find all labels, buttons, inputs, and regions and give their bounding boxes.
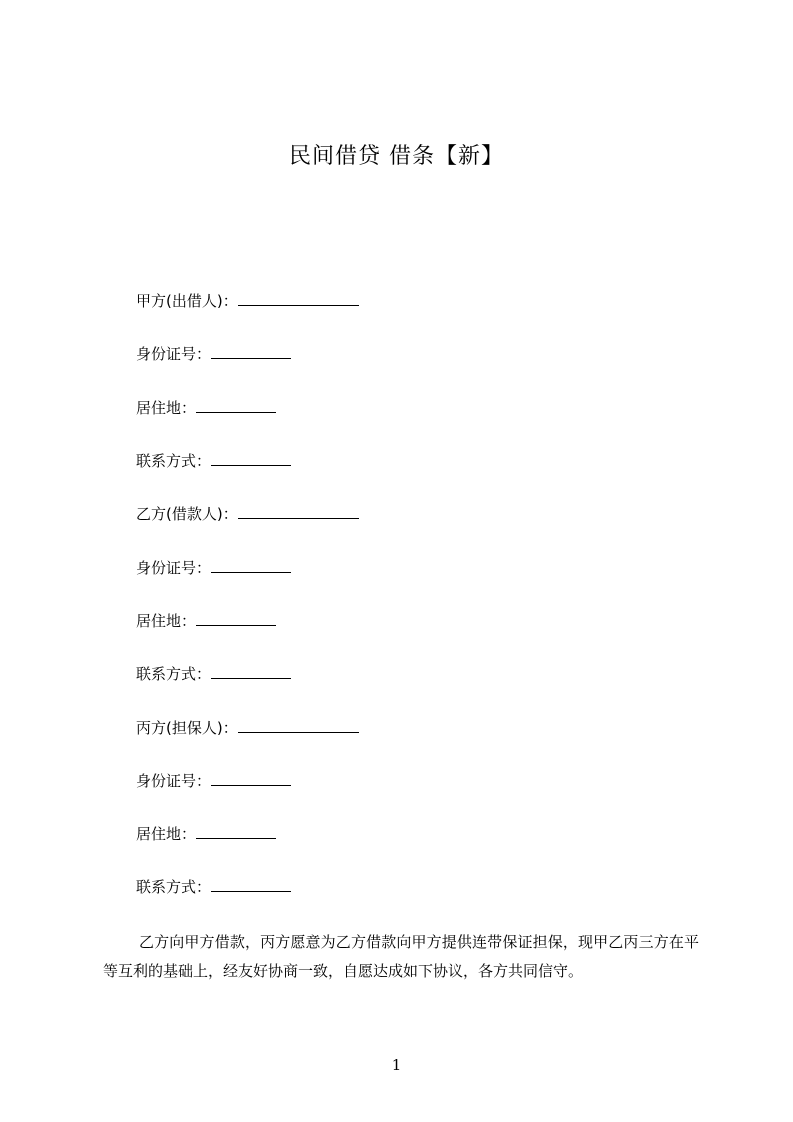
party-a-contact-field (136, 449, 291, 473)
page-number: 1 (391, 1056, 402, 1074)
party-b-name-blank (238, 502, 359, 519)
party-b-address-label: 居住地： (136, 612, 197, 630)
party-c-name-field (136, 716, 359, 740)
party-b-id-blank (211, 556, 291, 573)
party-c-id-field (136, 769, 291, 793)
party-b-contact-blank (211, 662, 291, 679)
party-b-id-field (136, 556, 291, 580)
party-a-name-label: 甲方(出借人)： (136, 292, 238, 310)
party-c-contact-field (136, 875, 291, 899)
party-a-id-label: 身份证号： (136, 345, 212, 363)
intro-paragraph: 乙方向甲方借款，丙方愿意为乙方借款向甲方提供连带保证担保，现甲乙丙三方在平等互利的基础上，经友好协商一致，自愿达成如下协议，各方共同信守。 (103, 933, 699, 980)
party-b-contact-label: 联系方式： (136, 665, 212, 683)
party-b-address-blank (196, 609, 276, 626)
party-b-name-field (136, 502, 359, 526)
party-c-name-label: 丙方(担保人)： (136, 719, 238, 737)
document-title: 民间借贷 借条【新】 (289, 144, 504, 169)
party-a-contact-blank (211, 449, 291, 466)
party-b-contact-field (136, 662, 291, 686)
party-b-name-label: 乙方(借款人)： (136, 505, 238, 523)
party-a-address-field (136, 396, 276, 420)
party-a-address-label: 居住地： (136, 399, 197, 417)
party-c-id-blank (211, 769, 291, 786)
party-c-name-blank (238, 716, 359, 733)
party-b-id-label: 身份证号： (136, 559, 212, 577)
party-a-address-blank (196, 396, 276, 413)
party-a-id-blank (211, 342, 291, 359)
party-c-id-label: 身份证号： (136, 772, 212, 790)
party-c-address-field (136, 822, 276, 846)
party-c-address-blank (196, 822, 276, 839)
party-c-contact-label: 联系方式： (136, 878, 212, 896)
party-c-contact-blank (211, 875, 291, 892)
party-b-address-field (136, 609, 276, 633)
party-a-name-field (136, 289, 359, 313)
party-c-address-label: 居住地： (136, 825, 197, 843)
party-a-id-field (136, 342, 291, 366)
party-a-name-blank (238, 289, 359, 306)
party-a-contact-label: 联系方式： (136, 452, 212, 470)
